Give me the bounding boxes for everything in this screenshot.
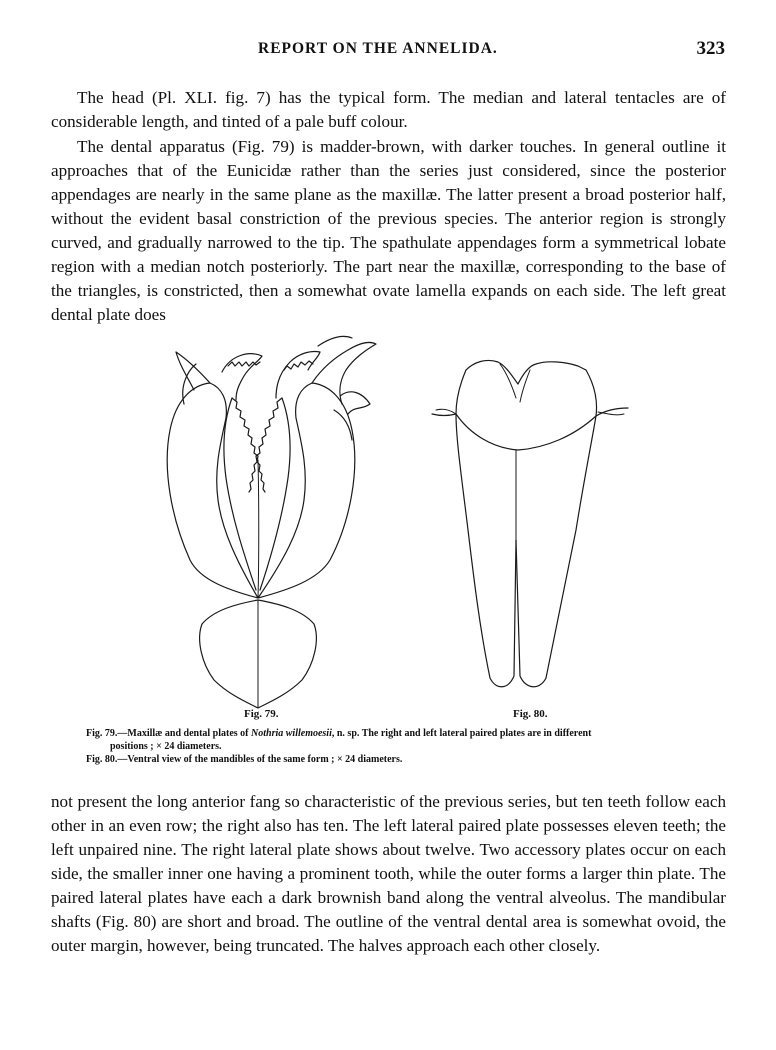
paragraph-dental-apparatus: The dental apparatus (Fig. 79) is madder-brown, with darker touches. In general outline it approaches that of the Eunicidæ rather than the series just considered, since the posterior appendages are nearly in the same plane as the maxillæ. The latter present a broad posterior half, without the evident basal constriction of the previous species. The anterior region is strongly curved, and gradually narrowed to the tip. The spathulate appendages form a symmetrical lobate region with a median notch posteriorly. The part near the maxillæ, corresponding to the base of the triangles, is constricted, then a somewhat ovate lamella expands on each side. The left great dental plate does bbox=[51, 137, 726, 324]
fig79-drawing bbox=[167, 336, 376, 708]
page-number: 323 bbox=[696, 38, 725, 59]
caption-fig80: Fig. 80.—Ventral view of the mandibles of the same form ; × 24 diameters. bbox=[86, 754, 403, 765]
running-title: REPORT ON THE ANNELIDA. bbox=[258, 40, 498, 57]
paragraph-teeth: not present the long anterior fang so characteristic of the previous series, but ten teeth follow each other in an even row; the right also has ten. The left lateral paired plate possesses eleven teeth; the left unpaired nine. The right lateral plate shows about twelve. Two accessory plates occur on each side, the smaller inner one having a prominent tooth, while the outer forms a larger thin plate. The paired lateral plates have each a dark brownish band along the ventral alveolus. The mandibular shafts (Fig. 80) are short and broad. The outline of the ventral dental area is somewhat ovoid, the outer margin, however, being truncated. The halves approach each other closely. bbox=[51, 792, 726, 955]
paragraph-head: The head (Pl. XLI. fig. 7) has the typical form. The median and lateral tentacles are of considerable length, and tinted of a pale buff colour. bbox=[51, 88, 726, 131]
fig80-drawing bbox=[432, 360, 628, 686]
fig79-label: Fig. 79. bbox=[244, 708, 279, 720]
fig80-label: Fig. 80. bbox=[513, 708, 548, 720]
caption79-text-a: Fig. 79.—Maxillæ and dental plates of bbox=[86, 728, 252, 739]
caption79-text-c: positions ; × 24 diameters. bbox=[110, 740, 222, 752]
figure-illustrations bbox=[0, 330, 776, 710]
caption79-species: Nothria willemoesii bbox=[251, 728, 332, 739]
caption79-text-b: , n. sp. The right and left lateral paired plates are in different bbox=[331, 728, 592, 739]
caption-fig79 bbox=[86, 728, 706, 753]
